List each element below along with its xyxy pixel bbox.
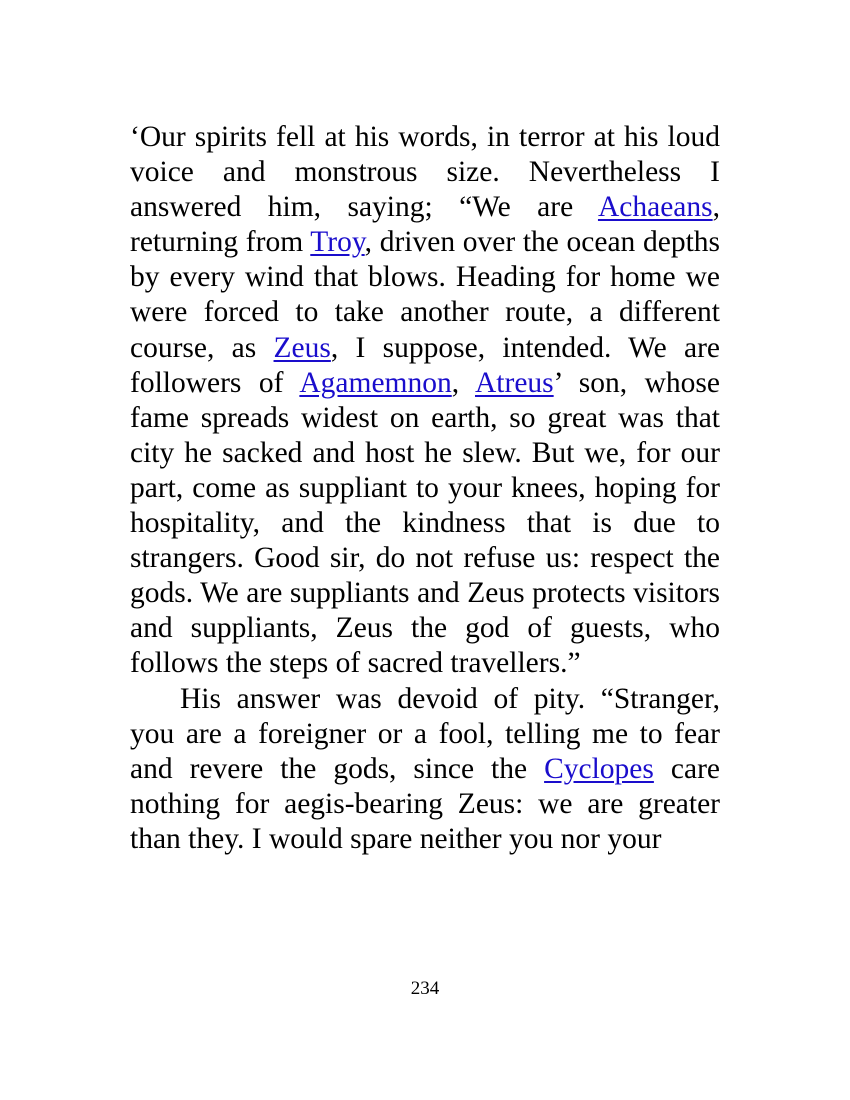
link-cyclopes[interactable]: Cyclopes — [544, 752, 654, 785]
text-segment: , driven over the ocean depths by every wind that blows. Heading for home we were forced to take another route, a different course, as — [130, 226, 720, 364]
text-segment: ‘Our spirits fell at his words, in terror at his loud voice and monstrous size. Nevertheless I answered him, saying; “We are — [130, 121, 720, 224]
text-segment: , returning from — [130, 191, 720, 259]
link-achaeans[interactable]: Achaeans — [597, 191, 713, 224]
text-segment: ’ son, whose fame spreads widest on earth, so great was that city he sacked and host he slew. But we, for our part, come as suppliant to your knees, hoping for hospitality, and the kindness that is due to strangers. Good sir, do not refuse us: respect the gods. We are suppliants and Zeus protects visitors and suppliants, Zeus the god of guests, who follows the steps of sacred travellers.” — [130, 366, 721, 680]
paragraph-1 — [130, 120, 720, 682]
page-number: 234 — [410, 978, 440, 999]
text-segment: His answer was devoid of pity. “Stranger, you are a foreigner or a fool, telling me to fear and revere the gods, since the — [130, 682, 720, 785]
link-atreus[interactable]: Atreus — [475, 366, 554, 399]
text-segment: , — [451, 366, 475, 399]
link-zeus[interactable]: Zeus — [273, 331, 331, 364]
text-segment: care nothing for aegis-bearing Zeus: we are greater than they. I would spare neither you nor your — [130, 752, 720, 855]
body-text — [130, 120, 720, 857]
link-troy[interactable]: Troy — [310, 226, 365, 259]
paragraph-2 — [130, 682, 720, 857]
link-agamemnon[interactable]: Agamemnon — [299, 366, 452, 399]
text-segment: , I suppose, intended. We are followers of — [130, 331, 720, 399]
